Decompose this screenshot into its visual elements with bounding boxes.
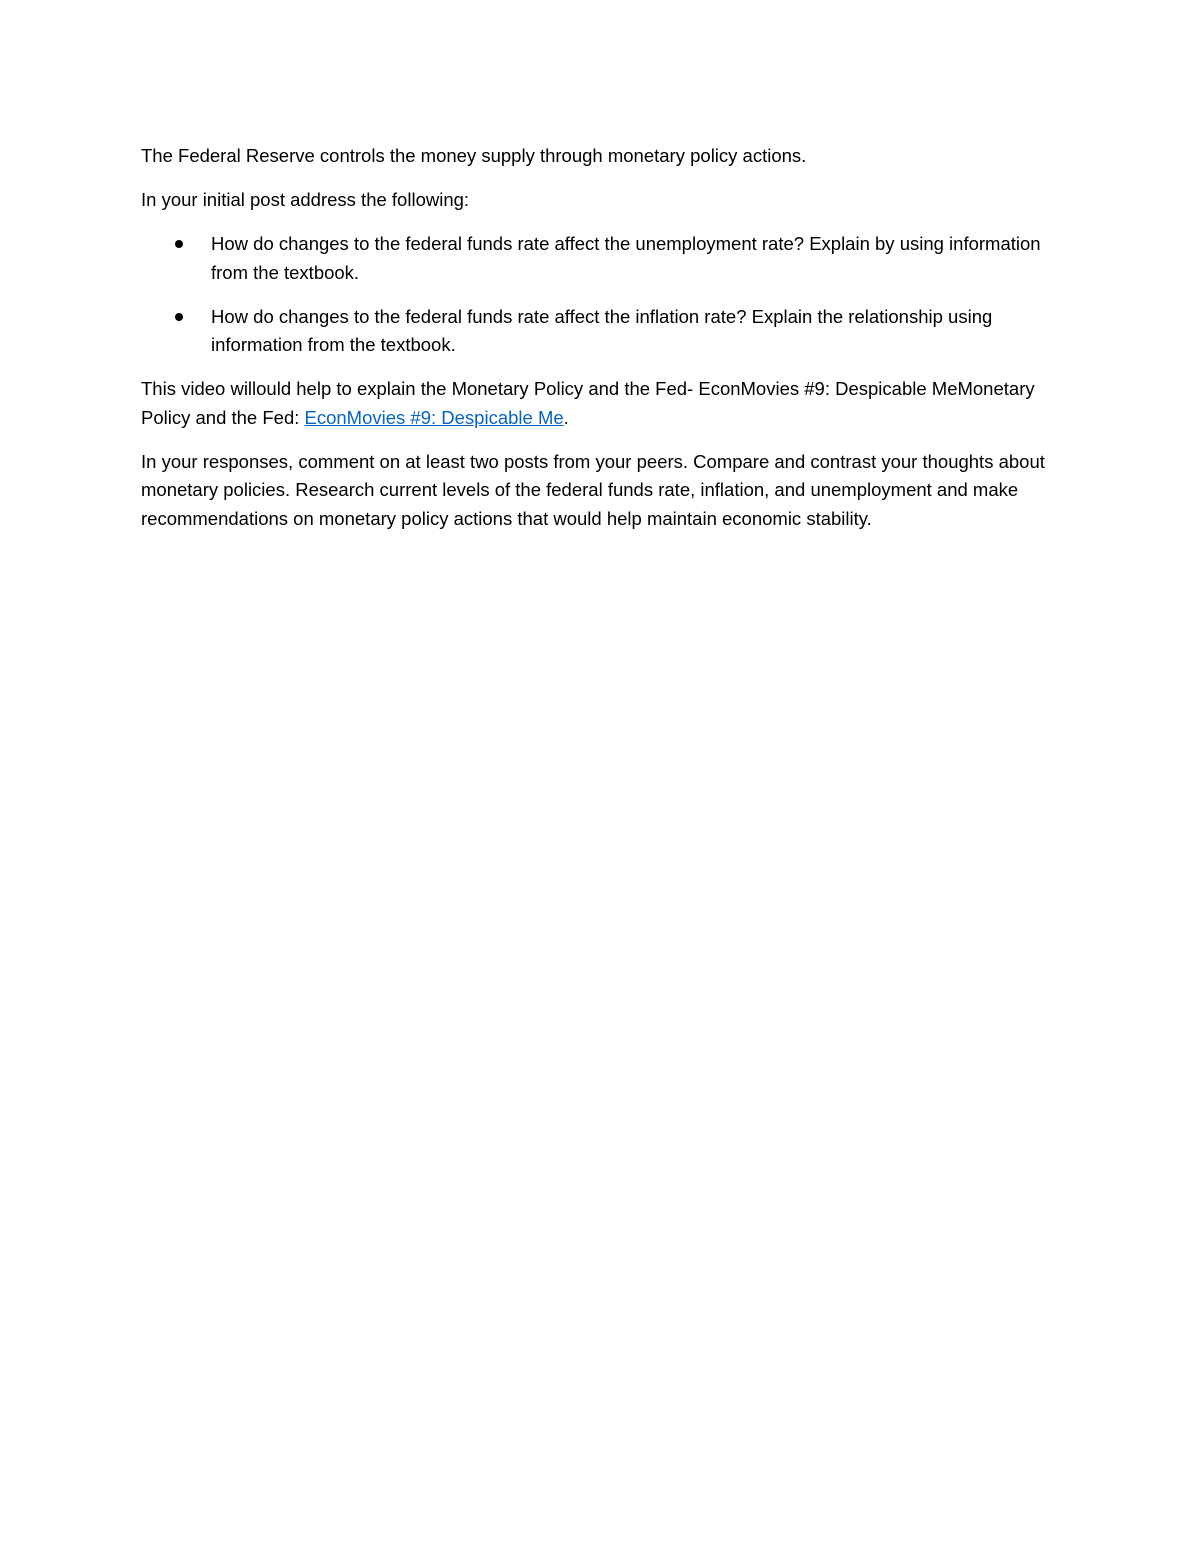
responses-paragraph: In your responses, comment on at least two posts from your peers. Compare and contrast your thoughts about monetary policies. Research current levels of the federal funds rate, inflation, and unemployment and make recommendations on monetary policy actions that would help maintain economic stability. (141, 450, 1045, 529)
intro-paragraph: The Federal Reserve controls the money supply through monetary policy actions. (141, 145, 807, 166)
list-item-text: How do changes to the federal funds rate affect the unemployment rate? Explain by using information from the textbook. (211, 233, 1041, 283)
list-item (141, 230, 1061, 287)
bullet-icon (175, 240, 183, 248)
list-item (141, 303, 1061, 360)
video-link[interactable]: EconMovies #9: Despicable Me (304, 406, 564, 428)
instruction-paragraph: In your initial post address the following: (141, 189, 470, 210)
bullet-icon (175, 313, 183, 321)
document-body (141, 142, 1061, 549)
video-period: . (563, 406, 569, 428)
video-paragraph (141, 375, 1061, 432)
video-text: This video willould help to explain the Monetary Policy and the Fed- EconMovies #9: Despicable MeMonetary Policy and the Fed: (141, 378, 1035, 428)
list-item-text: How do changes to the federal funds rate affect the inflation rate? Explain the relationship using information from the textbook. (211, 305, 993, 355)
question-list (141, 230, 1061, 360)
